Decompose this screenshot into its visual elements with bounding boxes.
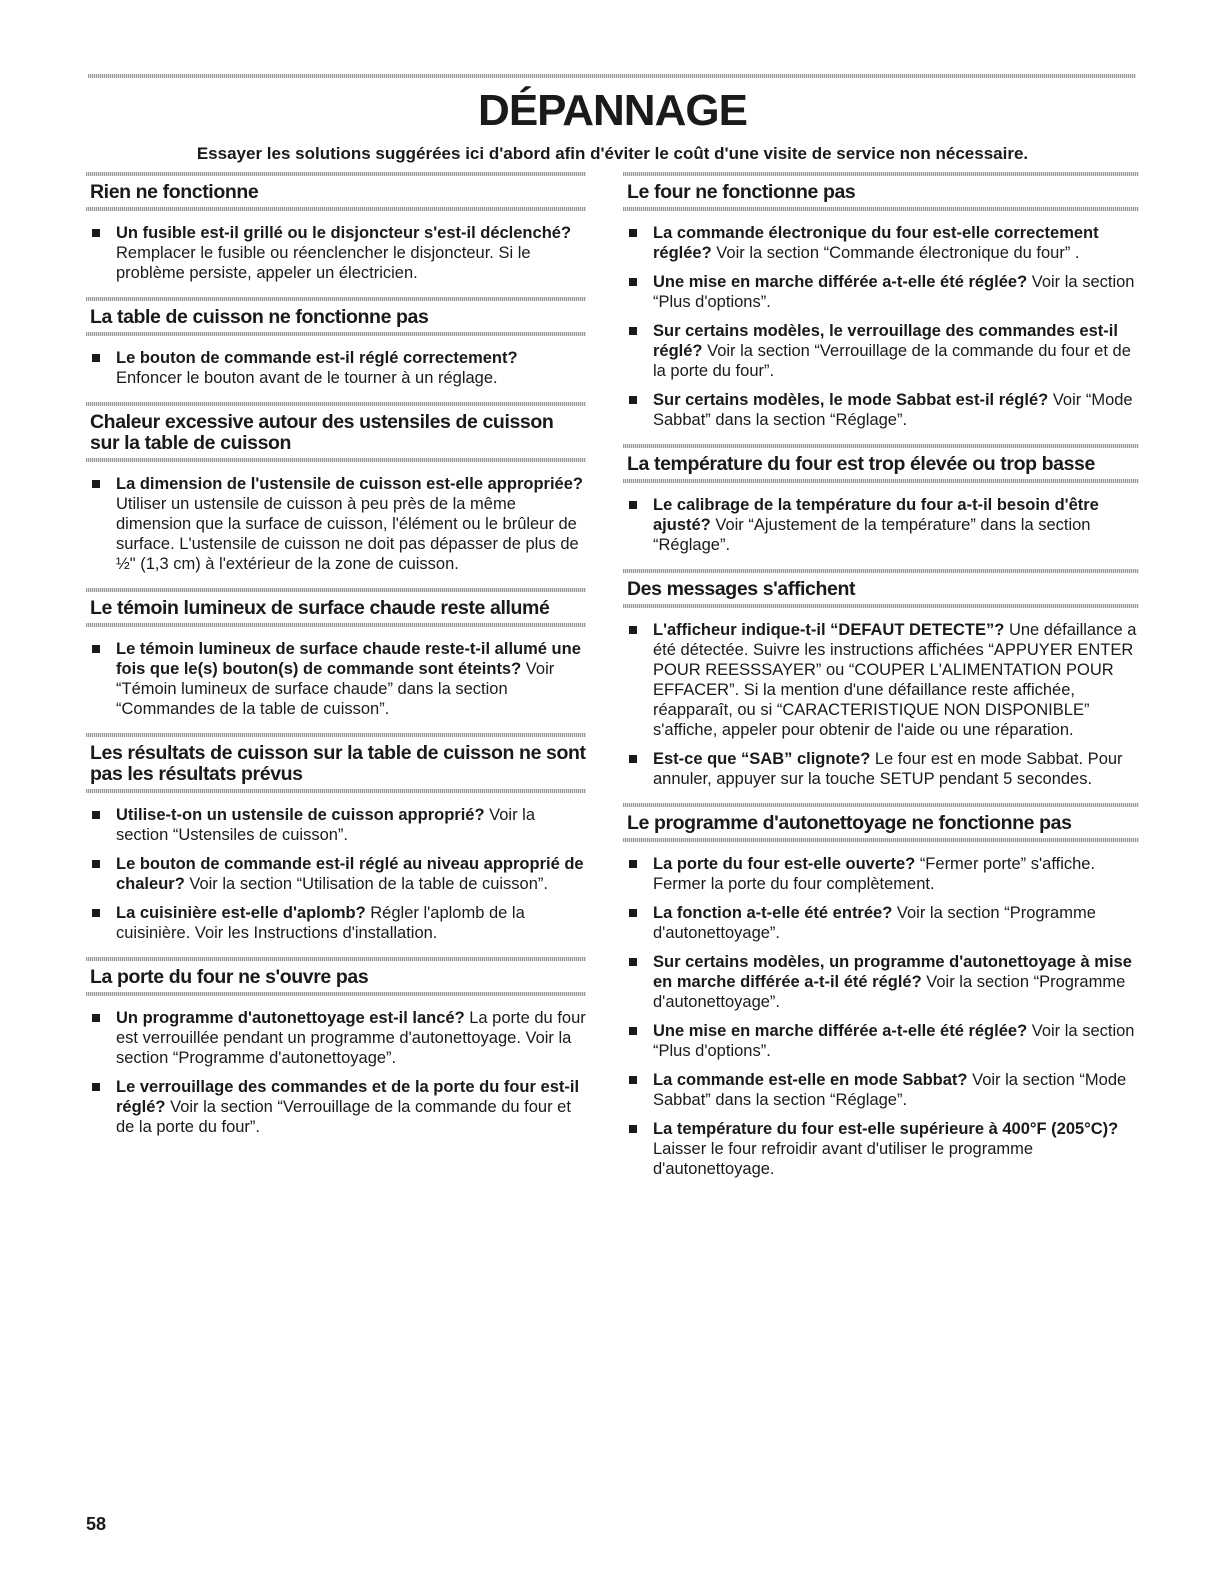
section-autonettoyage	[623, 803, 1139, 1179]
answer-text: Voir la section “Mode Sabbat” dans la section “Réglage”.	[653, 1071, 1127, 1109]
section-title: La porte du four ne s'ouvre pas	[90, 966, 369, 988]
item-list	[86, 1008, 586, 1137]
list-item	[86, 223, 586, 283]
item-list	[623, 854, 1139, 1179]
list-item	[623, 272, 1139, 312]
list-item	[623, 390, 1139, 430]
answer-text: Le four est en mode Sabbat. Pour annuler, appuyer sur la touche SETUP pendant 5 secondes.	[653, 750, 1123, 788]
section-four-ne-fonctionne-pas	[623, 172, 1139, 430]
question-text: Un fusible est-il grillé ou le disjoncteur s'est-il déclenché?	[116, 224, 572, 242]
section-rule	[623, 604, 1139, 608]
list-item	[623, 620, 1139, 740]
list-item	[86, 1077, 586, 1137]
list-item	[86, 1008, 586, 1068]
section-table-de-cuisson	[86, 297, 586, 388]
section-rule	[623, 479, 1139, 483]
list-item	[86, 474, 586, 574]
question-text: Utilise-t-on un ustensile de cuisson approprié?	[116, 806, 485, 824]
section-rule	[86, 332, 586, 336]
section-rule	[86, 458, 586, 462]
question-text: Sur certains modèles, le verrouillage des commandes est-il réglé?	[653, 322, 1118, 360]
answer-text: Une défaillance a été détectée. Suivre les instructions affichées “APPUYER ENTER POUR REESSSAYER” ou “COUPER L'ALIMENTATION POUR EFFACER”. Si la mention d'une défaillance reste affichée, réapparaît, ou si “CARACTERISTIQUE NON DISPONIBLE” s'affiche, appeler pour obtenir de l'aide ou une réparation.	[653, 621, 1137, 739]
question-text: Le bouton de commande est-il réglé correctement?	[116, 349, 518, 367]
question-text: Une mise en marche différée a-t-elle été réglée?	[653, 1022, 1028, 1040]
answer-text: Voir la section “Verrouillage de la commande du four et de la porte du four”.	[116, 1098, 571, 1136]
section-chaleur-excessive	[86, 402, 586, 574]
list-item	[86, 805, 586, 845]
section-rule	[623, 838, 1139, 842]
list-item	[86, 348, 586, 388]
section-temperature-du-four	[623, 444, 1139, 555]
section-rule	[86, 207, 586, 211]
answer-text: Voir la section “Ustensiles de cuisson”.	[116, 806, 535, 844]
list-item	[623, 495, 1139, 555]
question-text: La commande électronique du four est-elle correctement réglée?	[653, 224, 1099, 262]
question-text: La dimension de l'ustensile de cuisson est-elle appropriée?	[116, 475, 583, 493]
section-title: Le programme d'autonettoyage ne fonctionne pas	[627, 812, 1072, 834]
answer-text: Remplacer le fusible ou réenclencher le disjoncteur. Si le problème persiste, appeler un électricien.	[116, 244, 531, 282]
section-rien-ne-fonctionne	[86, 172, 586, 283]
answer-text: Voir la section “Programme d'autonettoyage”.	[653, 973, 1126, 1011]
answer-text: “Fermer porte” s'affiche. Fermer la porte du four complètement.	[653, 855, 1096, 893]
question-text: La fonction a-t-elle été entrée?	[653, 904, 893, 922]
list-item	[86, 903, 586, 943]
section-rule	[86, 789, 586, 793]
item-list	[86, 223, 586, 283]
page-title: DÉPANNAGE	[478, 86, 747, 135]
answer-text: Voir la section “Verrouillage de la commande du four et de la porte du four”.	[653, 342, 1131, 380]
item-list	[623, 620, 1139, 789]
right-column	[623, 172, 1139, 1193]
section-temoin-lumineux	[86, 588, 586, 719]
question-text: La porte du four est-elle ouverte?	[653, 855, 916, 873]
item-list	[86, 474, 586, 574]
question-text: La commande est-elle en mode Sabbat?	[653, 1071, 968, 1089]
item-list	[623, 495, 1139, 555]
question-text: Est-ce que “SAB” clignote?	[653, 750, 871, 768]
section-title: Le témoin lumineux de surface chaude reste allumé	[90, 597, 550, 619]
section-title: Rien ne fonctionne	[90, 181, 259, 203]
list-item	[623, 903, 1139, 943]
answer-text: Voir “Témoin lumineux de surface chaude” dans la section “Commandes de la table de cuisson”.	[116, 660, 555, 718]
left-column	[86, 172, 586, 1151]
list-item	[623, 1021, 1139, 1061]
answer-text: Utiliser un ustensile de cuisson à peu près de la même dimension que la surface de cuisson, l'élément ou le brûleur de surface. L'ustensile de cuisson ne doit pas dépasser de plus de ½" (1,3 cm) à l'extérieur de la zone de cuisson.	[116, 495, 579, 573]
answer-text: Voir la section “Programme d'autonettoyage”.	[653, 904, 1096, 942]
section-title: Les résultats de cuisson sur la table de cuisson ne sont pas les résultats prévus	[90, 742, 586, 785]
item-list	[86, 348, 586, 388]
item-list	[86, 639, 586, 719]
section-rule	[86, 623, 586, 627]
section-title: Chaleur excessive autour des ustensiles de cuisson sur la table de cuisson	[90, 411, 554, 454]
item-list	[623, 223, 1139, 430]
list-item	[623, 223, 1139, 263]
section-porte-du-four	[86, 957, 586, 1137]
list-item	[623, 854, 1139, 894]
question-text: Le verrouillage des commandes et de la porte du four est-il réglé?	[116, 1078, 580, 1116]
question-text: L'afficheur indique-t-il “DEFAUT DETECTE”?	[653, 621, 1005, 639]
answer-text: La porte du four est verrouillée pendant un programme d'autonettoyage. Voir la section “Programme d'autonettoyage”.	[116, 1009, 586, 1067]
page-subtitle: Essayer les solutions suggérées ici d'abord afin d'éviter le coût d'une visite de service non nécessaire.	[196, 144, 1029, 163]
section-resultats-de-cuisson	[86, 733, 586, 943]
list-item	[86, 854, 586, 894]
answer-text: Voir “Ajustement de la température” dans la section “Réglage”.	[653, 516, 1091, 554]
question-text: Le calibrage de la température du four a-t-il besoin d'être ajusté?	[653, 496, 1099, 534]
section-title: Des messages s'affichent	[627, 578, 856, 600]
list-item	[86, 639, 586, 719]
section-title: La température du four est trop élevée ou trop basse	[627, 453, 1095, 475]
question-text: La cuisinière est-elle d'aplomb?	[116, 904, 366, 922]
question-text: Sur certains modèles, un programme d'autonettoyage à mise en marche différée a-t-il été réglé?	[653, 953, 1132, 991]
answer-text: Voir la section “Utilisation de la table de cuisson”.	[189, 875, 548, 893]
list-item	[623, 1119, 1139, 1179]
question-text: La température du four est-elle supérieure à 400°F (205°C)?	[653, 1120, 1119, 1138]
section-title: La table de cuisson ne fonctionne pas	[90, 306, 429, 328]
section-messages	[623, 569, 1139, 789]
section-title: Le four ne fonctionne pas	[627, 181, 856, 203]
item-list	[86, 805, 586, 943]
list-item	[623, 749, 1139, 789]
answer-text: Voir la section “Plus d'options”.	[653, 1022, 1135, 1060]
list-item	[623, 321, 1139, 381]
question-text: Le témoin lumineux de surface chaude reste-t-il allumé une fois que le(s) bouton(s) de commande sont éteints?	[116, 640, 581, 678]
answer-text: Voir “Mode Sabbat” dans la section “Réglage”.	[653, 391, 1133, 429]
answer-text: Enfoncer le bouton avant de le tourner à un réglage.	[116, 369, 498, 387]
answer-text: Régler l'aplomb de la cuisinière. Voir les Instructions d'installation.	[116, 904, 525, 942]
list-item	[623, 1070, 1139, 1110]
answer-text: Voir la section “Plus d'options”.	[653, 273, 1135, 311]
question-text: Une mise en marche différée a-t-elle été réglée?	[653, 273, 1028, 291]
question-text: Un programme d'autonettoyage est-il lancé?	[116, 1009, 465, 1027]
section-rule	[86, 992, 586, 996]
question-text: Sur certains modèles, le mode Sabbat est-il réglé?	[653, 391, 1049, 409]
answer-text: Voir la section “Commande électronique du four” .	[716, 244, 1080, 262]
top-rule	[88, 74, 1136, 78]
list-item	[623, 952, 1139, 1012]
section-rule	[623, 207, 1139, 211]
page-number: 58	[86, 1514, 107, 1534]
question-text: Le bouton de commande est-il réglé au niveau approprié de chaleur?	[116, 855, 584, 893]
answer-text: Laisser le four refroidir avant d'utiliser le programme d'autonettoyage.	[653, 1140, 1034, 1178]
